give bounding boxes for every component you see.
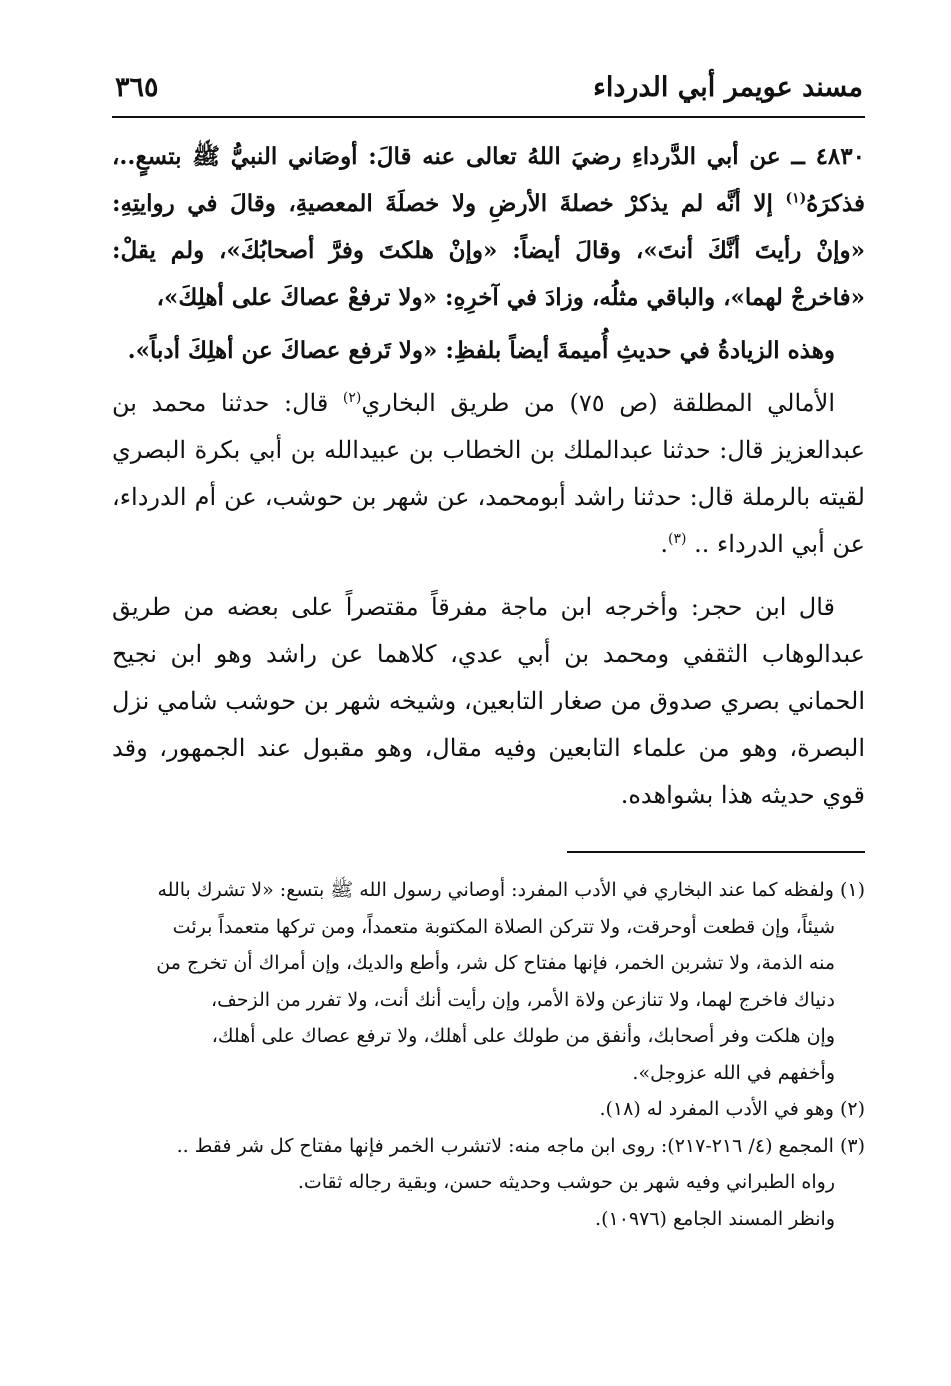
footnote-ref-3[interactable]: (٣) <box>668 531 687 547</box>
hadith-line-5: لهما»، والباقي مثلُه، وزادَ في آخرِهِ: «ولا ترفعْ عصاكَ على أهلِكَ»، <box>156 284 783 311</box>
source-paragraph <box>112 380 865 568</box>
footnote-line: وأخفهم في الله عزوجل». <box>632 1061 835 1084</box>
footnote-2 <box>112 1091 865 1128</box>
footnote-number: (٣) <box>839 1134 865 1157</box>
source-text-c: . <box>660 530 668 558</box>
footnote-3 <box>112 1128 865 1238</box>
main-text <box>112 133 865 819</box>
footnote-line: دنياك فاخرج لهما، ولا تنازعن ولاة الأمر، وإن رأيت أنك أنت، ولا تفرر من الزحف، <box>210 988 835 1011</box>
source-text-b: قال: حدثنا محمد بن عبدالعزيز قال: حدثنا عبدالملك بن الخطاب بن عبيدالله بن أبي بكرة البصري لقيته بالرملة قال: حدثنا راشد أبومحمد، عن شهر بن حوشب، عن أم الدرداء، عن أبي الدرداء .. <box>112 389 865 558</box>
hadith-line-3: إلا أنَّه لم يذكرْ خصلةَ الأرضِ ولا خصلَةَ المعصيةِ، وقالَ في روايتِهِ: «وإنْ <box>112 190 865 264</box>
running-header <box>115 72 863 112</box>
hadith-line-4: رأيتَ أنَّكَ أنتَ»، وقالَ أيضاً: «وإنْ هلكتَ وفرَّ أصحابُكَ»، ولم يقلْ: «فاخرجْ <box>112 237 865 311</box>
footnote-separator <box>567 851 865 853</box>
hadith-line-2: فذكرَهُ <box>806 190 865 217</box>
hadith-line-1: ٤٨٣٠ ــ عن أبي الدَّرداءِ رضيَ اللهُ تعالى عنه قالَ: أوصَاني النبيُّ ﷺ بتسعٍ..، <box>112 143 865 170</box>
footnote-1 <box>112 872 865 1091</box>
footnote-line: منه الذمة، ولا تشربن الخمر، فإنها مفتاح كل شر، وأطع والديك، وإن أمراك أن تخرج من <box>156 952 835 974</box>
footnote-number: (١) <box>839 879 865 901</box>
footnote-line: شيئاً، وإن قطعت أوحرقت، ولا تتركن الصلاة المكتوبة متعمداً، ومن تركها متعمداً برئت <box>172 915 835 938</box>
footnote-line: رواه الطبراني وفيه شهر بن حوشب وحديثه حسن، وبقية رجاله ثقات. <box>297 1171 835 1193</box>
footnote-ref-2[interactable]: (٢) <box>342 390 362 406</box>
footnotes <box>112 872 865 1237</box>
footnote-line: المجمع (٤/ ٢١٦-٢١٧): روى ابن ماجه منه: لاتشرب الخمر فإنها مفتاح كل شر فقط .. <box>176 1134 834 1157</box>
footnote-line: وإن هلكت وفر أصحابك، وأنفق من طولك على أهلك، ولا ترفع عصاك على أهلك، <box>211 1025 835 1047</box>
source-text-a: الأمالي المطلقة (ص ٧٥) من طريق البخاري <box>361 389 835 417</box>
addition-paragraph: وهذه الزيادةُ في حديثِ أُميمةَ أيضاً بلفظِ: «ولا تَرفع عصاكَ عن أهلِكَ أدباً». <box>127 337 835 364</box>
footnote-number: (٢) <box>839 1098 865 1120</box>
footnote-line: ولفظه كما عند البخاري في الأدب المفرد: أوصاني رسول الله ﷺ بتسع: «لا تشرك بالله <box>157 879 834 901</box>
footnote-line: وهو في الأدب المفرد له (١٨). <box>599 1098 834 1120</box>
header-divider <box>112 116 865 118</box>
footnote-line: وانظر المسند الجامع (١٠٩٧٦). <box>595 1207 835 1230</box>
hadith-paragraph <box>112 133 865 321</box>
page-number: ٣٦٥ <box>115 72 159 103</box>
commentary-paragraph: قال ابن حجر: وأخرجه ابن ماجة مفرقاً مقتصراً على بعضه من طريق عبدالوهاب الثقفي ومحمد بن أبي عدي، كلاهما عن راشد وهو ابن نجيح الحماني بصري صدوق من صغار التابعين، وشيخه شهر بن حوشب شامي نزل البصرة، وهو من علماء التابعين وفيه مقال، وهو مقبول عند الجمهور، وقد قوي حديثه هذا بشواهده. <box>112 593 865 809</box>
header-title: مسند عويمر أبي الدرداء <box>593 72 863 103</box>
footnote-ref-1[interactable]: (١) <box>785 190 807 207</box>
